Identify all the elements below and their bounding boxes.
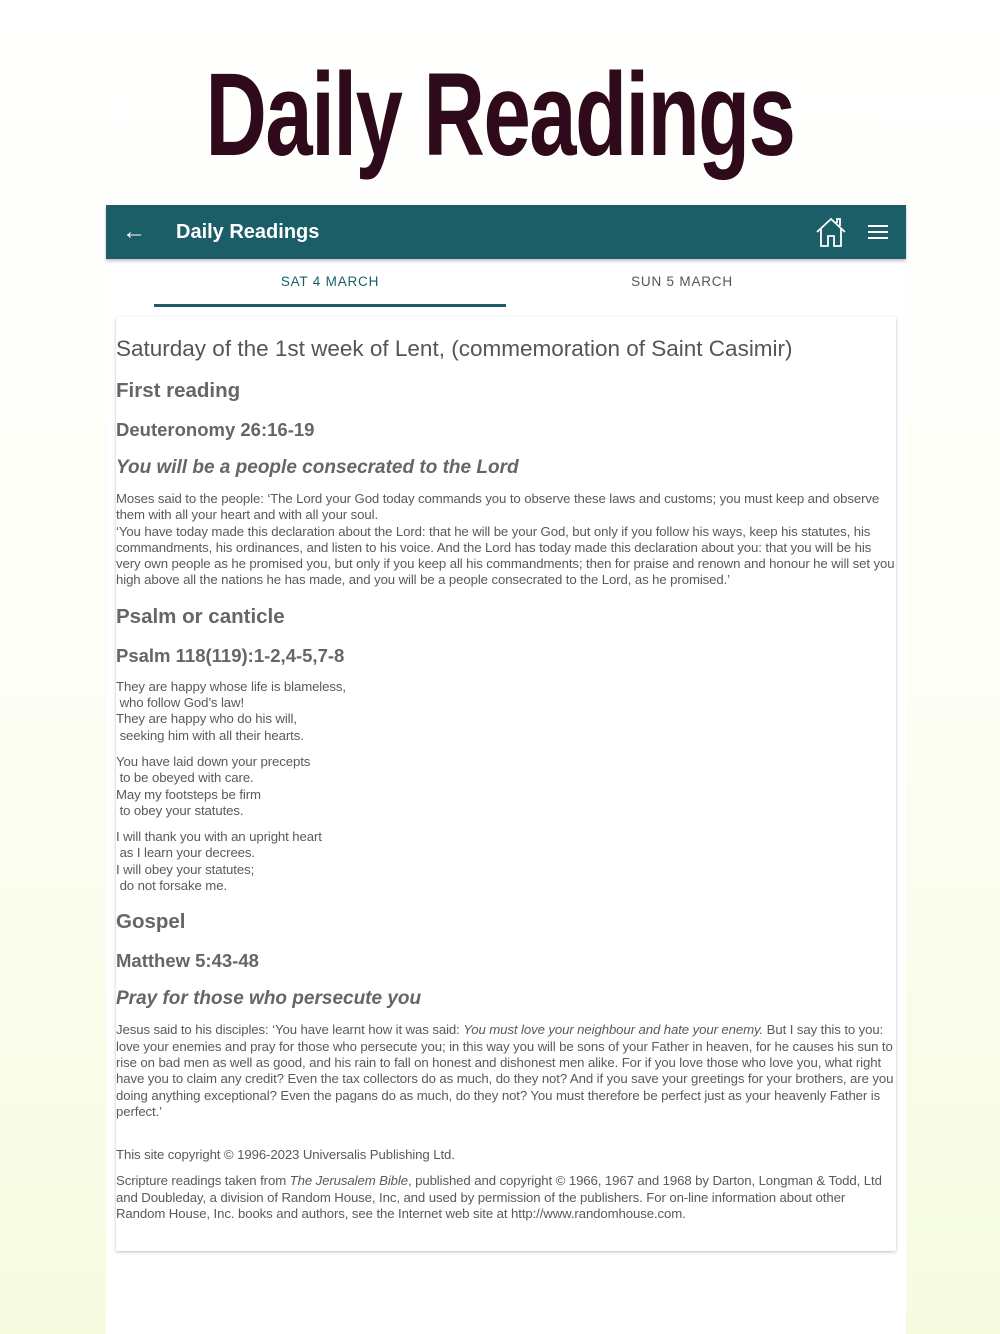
gospel-text-b: But I say this to you: love your enemies and pray for those who persecute you; in this way you will be sons of your Father in heaven, for he causes his sun to rise on bad men as well as good, and his rain to fall on honest and dishonest men alike. For if you love those who love you, what right have you to claim any credit? Even the tax collectors do as much, do they not? And if you save your greetings for your brothers, are you doing anything exceptional? Even the pagans do as much, do they not? You must therefore be perfect just as your heavenly Father is perfect.’ (116, 1022, 894, 1119)
psalm-stanza (116, 829, 896, 894)
tab-sat-4-march[interactable]: SAT 4 MARCH (154, 259, 506, 307)
first-reading-heading: First reading (116, 379, 241, 402)
hero-title-text: Daily Readings (205, 49, 795, 181)
psalm-line: You have laid down your precepts (116, 753, 311, 769)
hamburger-icon[interactable] (868, 221, 888, 243)
home-icon[interactable] (814, 215, 848, 249)
gospel-subtitle: Pray for those who persecute you (116, 988, 422, 1010)
gospel-text-italic: You must love your neighbour and hate your enemy. (463, 1022, 764, 1038)
app-title: Daily Readings (176, 220, 320, 243)
first-reading-para-2: ‘You have today made this declaration about the Lord: that he will be your God, but only if you follow his ways, keep his statutes, his commandments, his ordinances, and listen to his voice. And the Lord has today made this declaration about you: that you will be his very own people as he promised you, but only if you keep all his commandments; then for praise and renown and honour he will set you high above all the nations he has made, and you will be a people consecrated to the Lord, as he promised.’ (116, 523, 895, 588)
gospel-text (116, 1022, 896, 1120)
psalm-line: They are happy who do his will, (116, 711, 297, 727)
psalm-line: as I learn your decrees. (116, 845, 255, 861)
hero-title (0, 49, 1000, 181)
day-title: Saturday of the 1st week of Lent, (commemoration of Saint Casimir) (116, 336, 793, 361)
readings-card (116, 317, 896, 1251)
date-tabs (154, 259, 858, 307)
psalm-reference: Psalm 118(119):1-2,4-5,7-8 (116, 644, 345, 666)
psalm-line: May my footsteps be firm (116, 786, 261, 802)
scripture-book-title: The Jerusalem Bible (289, 1173, 408, 1189)
app-screen (106, 205, 906, 1334)
psalm-line: I will thank you with an upright heart (116, 829, 322, 845)
psalm-text (116, 679, 896, 895)
first-reading-reference: Deuteronomy 26:16-19 (116, 419, 315, 440)
psalm-line: to be obeyed with care. (116, 770, 254, 786)
psalm-line: seeking him with all their hearts. (116, 727, 304, 743)
first-reading-text (116, 491, 896, 589)
app-bar (106, 205, 906, 259)
site-copyright: This site copyright © 1996-2023 Universalis Publishing Ltd. (116, 1147, 455, 1163)
psalm-line: to obey your statutes. (116, 802, 244, 818)
psalm-line: I will obey your statutes; (116, 861, 255, 877)
psalm-stanza (116, 754, 896, 819)
arrow-left-icon[interactable]: ← (122, 218, 146, 245)
tab-sun-5-march[interactable]: SUN 5 MARCH (631, 274, 733, 289)
psalm-line: They are happy whose life is blameless, (116, 678, 346, 694)
first-reading-para-1: Moses said to the people: ‘The Lord your God today commands you to observe these laws and customs; you must keep and observe them with all your heart and with all your soul. (116, 491, 880, 523)
gospel-reference: Matthew 5:43-48 (116, 950, 259, 972)
gospel-text-a: Jesus said to his disciples: ‘You have learnt how it was said: (116, 1022, 464, 1038)
scripture-text-a: Scripture readings taken from (116, 1173, 290, 1189)
first-reading-subtitle: You will be a people consecrated to the Lord (116, 457, 519, 478)
scripture-text-b: , published and copyright © 1966, 1967 and 1968 by Darton, Longman & Todd, Ltd and Doubleday, a division of Random House, Inc, and used by permission of the publishers. For on-line information about other Random House, Inc. books and authors, see the Internet web site at http://www.randomhouse.com. (116, 1173, 882, 1222)
psalm-line: do not forsake me. (116, 878, 227, 894)
psalm-heading: Psalm or canticle (116, 604, 285, 628)
psalm-line: who follow God’s law! (116, 695, 245, 711)
psalm-stanza (116, 679, 896, 744)
scripture-copyright (116, 1173, 896, 1222)
gospel-heading: Gospel (116, 910, 186, 934)
